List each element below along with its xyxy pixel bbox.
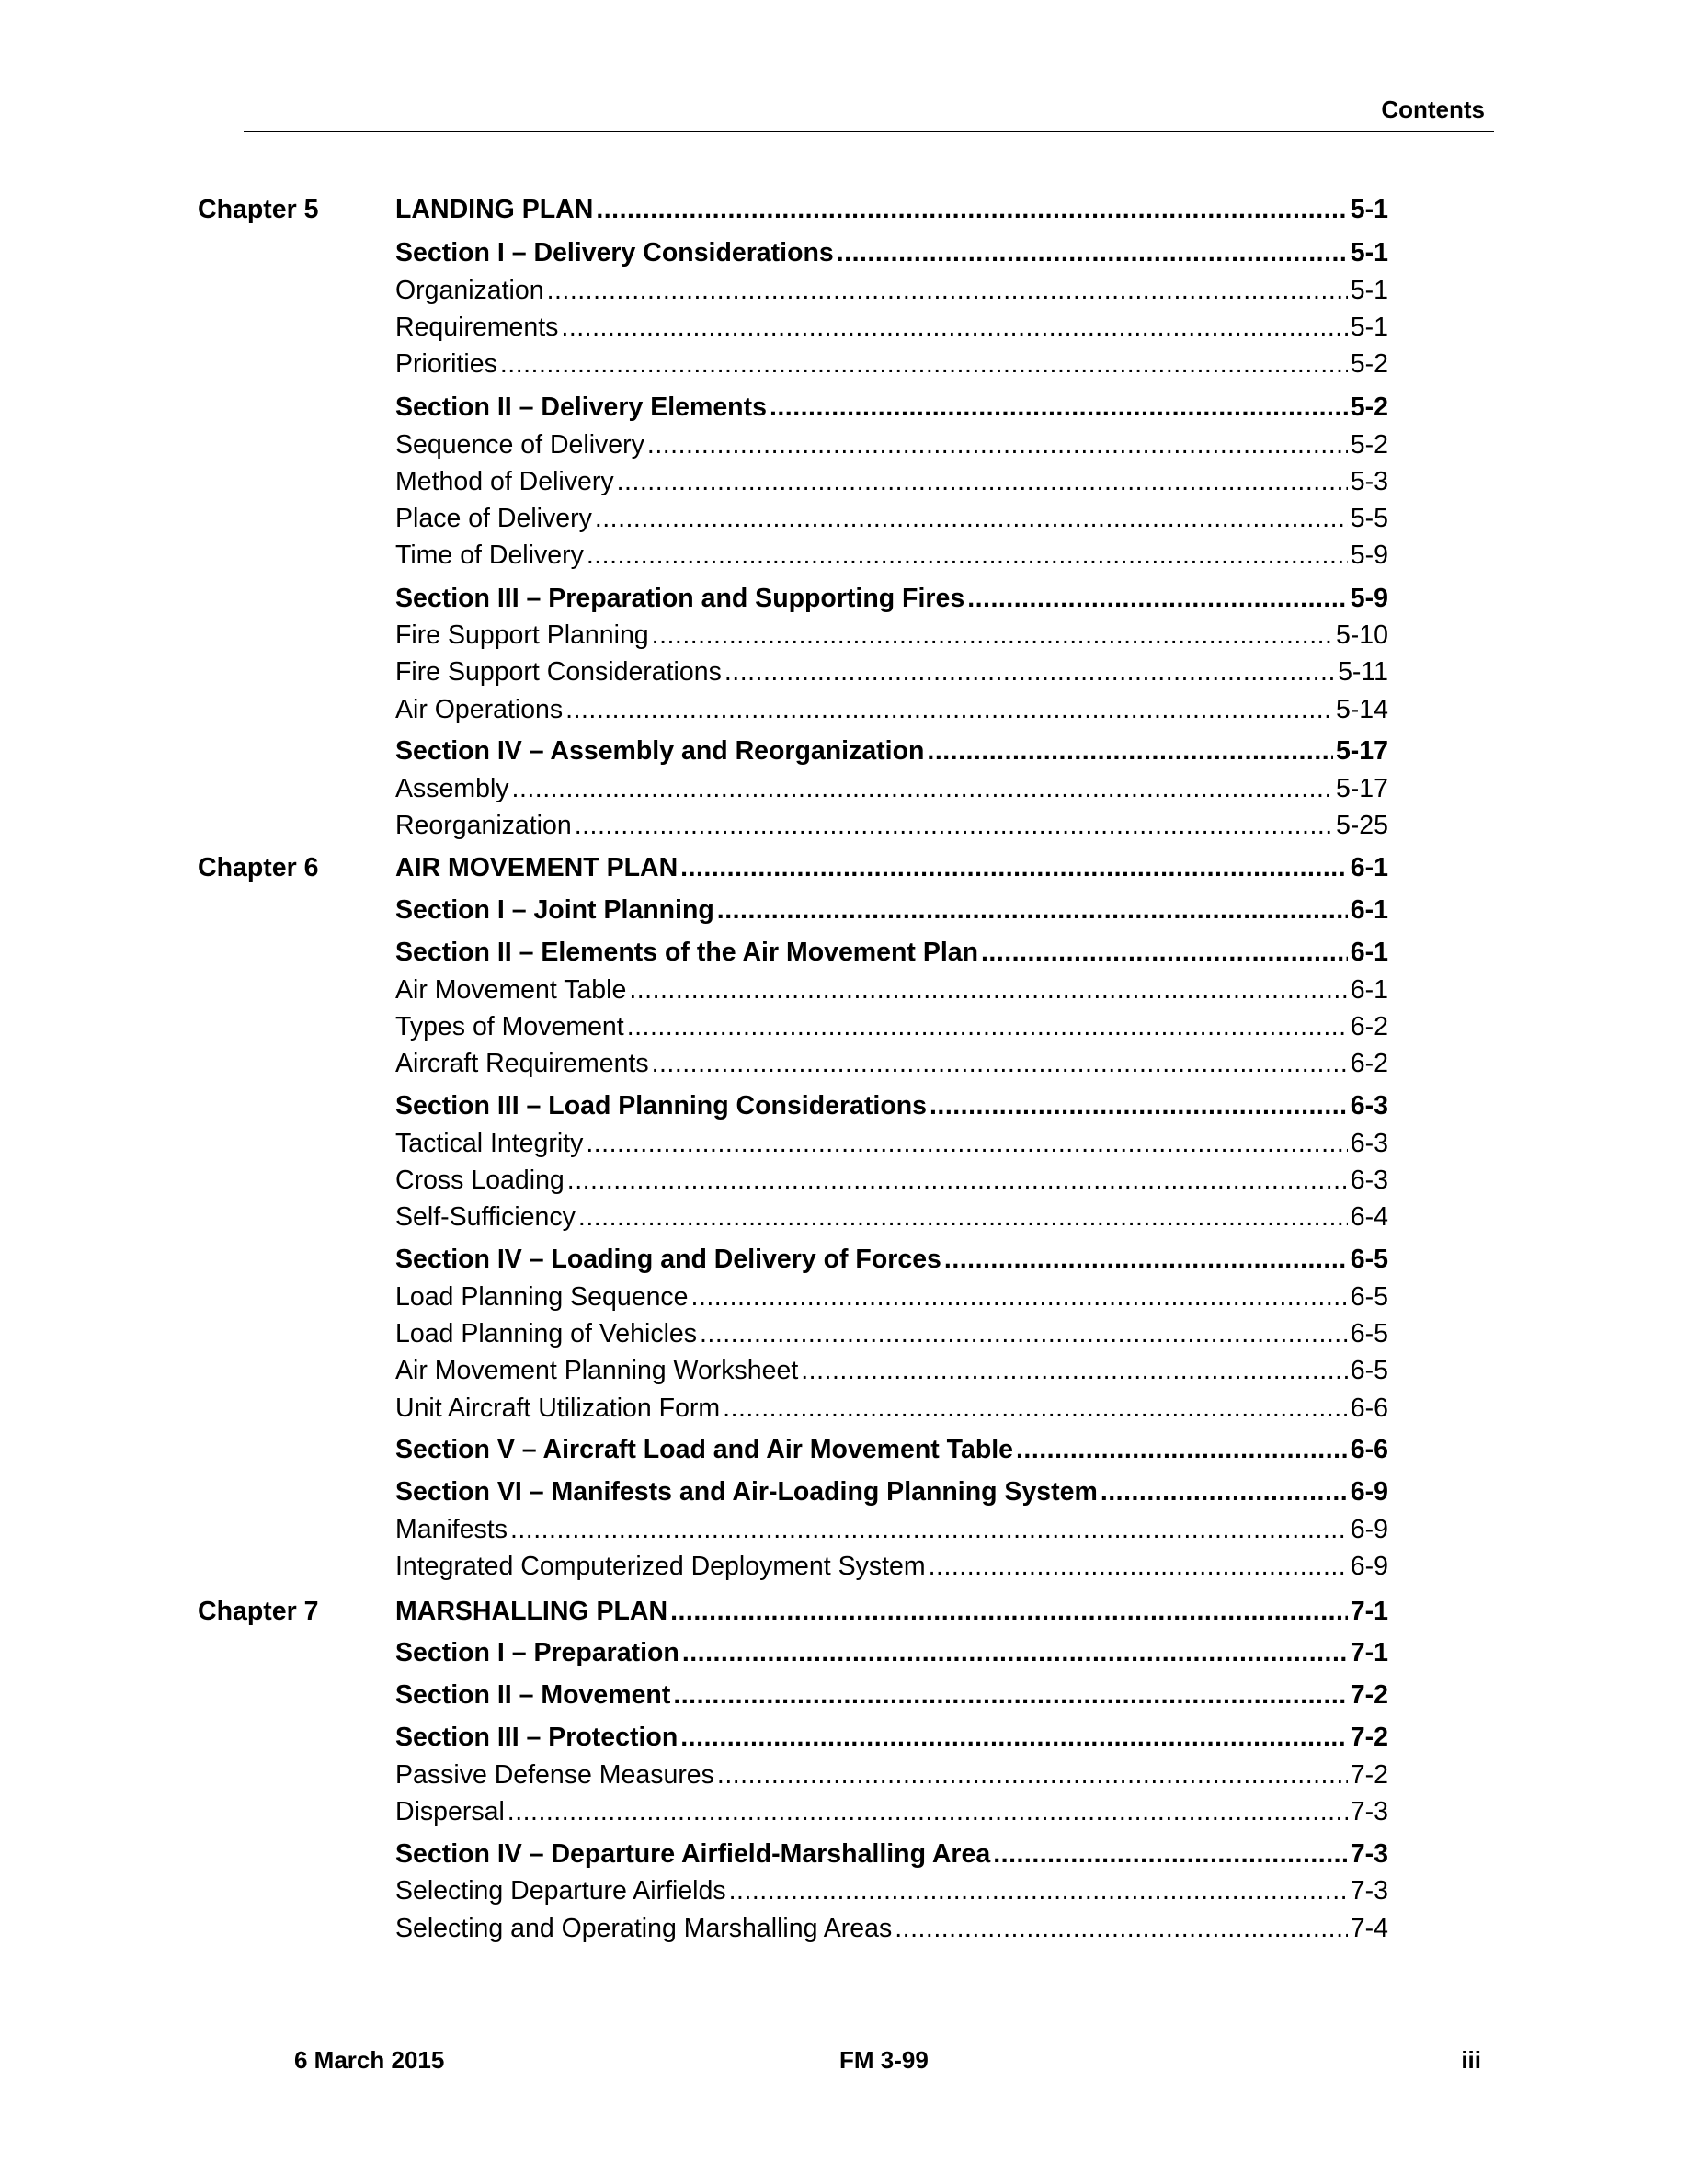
toc-entry-page: 5-9 [1350,584,1388,613]
toc-entry-page: 5-2 [1350,392,1388,422]
toc-entry-title: Section III – Preparation and Supporting Fires [395,584,965,613]
dot-leader [647,427,1348,463]
dot-leader [801,1352,1348,1389]
dot-leader [929,1548,1348,1585]
toc-entry-title: Section VI – Manifests and Air-Loading Planning System [395,1477,1098,1507]
toc-entry[interactable] [395,1045,1388,1082]
dot-leader [680,849,1348,886]
toc-entry-page: 6-1 [1350,975,1388,1005]
toc-entry-title: Types of Movement [395,1012,624,1041]
toc-entry-title: LANDING PLAN [395,195,594,224]
toc-entry-title: Air Movement Planning Worksheet [395,1356,799,1385]
toc-entry[interactable] [395,1315,1388,1352]
toc-entry-page: 6-2 [1350,1049,1388,1078]
footer-date: 6 March 2015 [294,2046,445,2074]
toc-entry-title: Passive Defense Measures [395,1760,714,1790]
toc-entry[interactable] [395,1352,1388,1389]
chapter-label: Chapter 7 [198,1597,319,1626]
toc-entry-title: Selecting and Operating Marshalling Areas [395,1914,893,1943]
toc-entry-page: 5-3 [1350,467,1388,496]
dot-leader [547,272,1348,309]
footer-page-number: iii [1461,2046,1481,2074]
dot-leader [652,617,1333,654]
toc-entry[interactable] [395,309,1388,346]
dot-leader [617,463,1348,500]
toc-entry[interactable] [395,1125,1388,1162]
toc-entry-page: 6-3 [1350,1129,1388,1158]
toc-entry-title: Air Operations [395,695,564,724]
footer-document-id: FM 3-99 [839,2046,929,2074]
toc-entry-title: Section IV – Departure Airfield-Marshalling Area [395,1839,991,1869]
toc-heading-entry[interactable] [395,1593,1388,1630]
toc-heading-entry[interactable] [395,733,1388,769]
toc-entry-page: 6-5 [1350,1282,1388,1312]
toc-entry[interactable] [395,691,1388,728]
toc-entry-page: 7-3 [1350,1797,1388,1826]
toc-heading-entry[interactable] [395,892,1388,928]
toc-heading-entry[interactable] [395,1431,1388,1468]
toc-entry-title: Organization [395,276,544,305]
toc-heading-entry[interactable] [395,1473,1388,1510]
toc-entry-page: 6-1 [1350,895,1388,925]
toc-entry-title: Section II – Movement [395,1680,671,1710]
toc-entry[interactable] [395,427,1388,463]
toc-entry-title: Air Movement Table [395,975,627,1005]
toc-heading-entry[interactable] [395,1677,1388,1713]
toc-entry-title: MARSHALLING PLAN [395,1597,668,1626]
toc-entry-page: 5-17 [1335,774,1388,803]
dot-leader [561,309,1347,346]
toc-entry-title: Aircraft Requirements [395,1049,649,1078]
toc-entry[interactable] [395,1757,1388,1793]
toc-entry-title: Section IV – Assembly and Reorganization [395,736,925,766]
dot-leader [587,537,1348,574]
dot-leader [770,389,1348,426]
toc-heading-entry[interactable] [395,1719,1388,1756]
toc-entry-page: 6-9 [1350,1477,1388,1507]
toc-heading-entry[interactable] [395,389,1388,426]
toc-heading-entry[interactable] [395,580,1388,617]
dot-leader [729,1872,1348,1909]
toc-entry-title: Integrated Computerized Deployment System [395,1552,926,1581]
toc-entry[interactable] [395,1793,1388,1830]
header-label: Contents [1381,96,1485,123]
toc-entry[interactable] [395,1910,1388,1947]
chapter-label: Chapter 6 [198,853,319,882]
toc-heading-entry[interactable] [395,934,1388,971]
dot-leader [565,691,1333,728]
toc-entry-title: Section IV – Loading and Delivery of Forces [395,1245,941,1274]
toc-entry-page: 6-9 [1350,1552,1388,1581]
toc-entry[interactable] [395,617,1388,654]
dot-leader [993,1836,1348,1872]
toc-entry[interactable] [395,1162,1388,1199]
toc-entry-page: 5-25 [1335,811,1388,840]
toc-entry[interactable] [395,1548,1388,1585]
toc-entry-title: AIR MOVEMENT PLAN [395,853,679,882]
toc-entry[interactable] [395,272,1388,309]
toc-heading-entry[interactable] [395,234,1388,271]
toc-entry-title: Section III – Protection [395,1723,679,1752]
toc-entry-page: 5-5 [1350,504,1388,533]
dot-leader [673,1677,1347,1713]
chapter-label: Chapter 5 [198,195,319,224]
toc-heading-entry[interactable] [395,1634,1388,1671]
dot-leader [981,934,1348,971]
dot-leader [629,972,1347,1008]
dot-leader [512,770,1333,807]
toc-entry-title: Priorities [395,349,497,379]
toc-entry-title: Load Planning of Vehicles [395,1319,698,1348]
toc-entry[interactable] [395,972,1388,1008]
toc-entry[interactable] [395,654,1388,690]
toc-entry-page: 5-11 [1338,657,1388,687]
dot-leader [575,807,1333,844]
toc-heading-entry[interactable] [395,191,1388,228]
dot-leader [652,1045,1348,1082]
dot-leader [717,1757,1348,1793]
toc-entry[interactable] [395,1511,1388,1548]
toc-entry-title: Place of Delivery [395,504,592,533]
dot-leader [691,1279,1348,1315]
dot-leader [586,1125,1347,1162]
toc-entry[interactable] [395,1872,1388,1909]
toc-entry-title: Manifests [395,1515,508,1544]
toc-entry-title: Section I – Preparation [395,1638,679,1667]
dot-leader [717,892,1348,928]
toc-entry-page: 6-6 [1350,1393,1388,1423]
toc-entry-page: 7-4 [1350,1914,1388,1943]
toc-entry-title: Requirements [395,313,559,342]
toc-entry-page: 5-10 [1335,620,1388,650]
toc-entry-page: 5-1 [1350,195,1388,224]
toc-entry-page: 6-3 [1350,1091,1388,1120]
toc-entry-title: Section I – Joint Planning [395,895,714,925]
toc-entry[interactable] [395,770,1388,807]
toc-entry-page: 7-3 [1350,1839,1388,1869]
toc-entry[interactable] [395,1199,1388,1235]
dot-leader [578,1199,1348,1235]
dot-leader [724,654,1335,690]
toc-entry-page: 6-6 [1350,1435,1388,1464]
toc-entry-page: 5-17 [1335,736,1388,766]
toc-entry-page: 7-3 [1350,1876,1388,1905]
toc-entry[interactable] [395,1390,1388,1427]
toc-entry[interactable] [395,1008,1388,1045]
toc-entry-page: 7-2 [1350,1723,1388,1752]
toc-entry-title: Load Planning Sequence [395,1282,689,1312]
dot-leader [930,1087,1348,1124]
dot-leader [596,191,1347,228]
toc-entry-title: Section III – Load Planning Considerations [395,1091,927,1120]
dot-leader [508,1793,1348,1830]
toc-entry-page: 6-2 [1350,1012,1388,1041]
toc-entry-title: Fire Support Planning [395,620,649,650]
toc-entry-page: 5-1 [1350,238,1388,267]
toc-entry-page: 5-2 [1350,349,1388,379]
dot-leader [510,1511,1348,1548]
toc-entry-page: 6-3 [1350,1166,1388,1195]
toc-entry-title: Self-Sufficiency [395,1202,576,1232]
toc-entry-title: Section V – Aircraft Load and Air Movement Table [395,1435,1013,1464]
toc-entry-title: Method of Delivery [395,467,614,496]
dot-leader [895,1910,1348,1947]
toc-entry-title: Section I – Delivery Considerations [395,238,834,267]
toc-entry-title: Time of Delivery [395,540,584,570]
toc-entry-page: 6-4 [1350,1202,1388,1232]
toc-entry-title: Section II – Delivery Elements [395,392,767,422]
dot-leader [1101,1473,1348,1510]
dot-leader [1016,1431,1348,1468]
toc-entry-page: 6-5 [1350,1245,1388,1274]
toc-entry-page: 6-5 [1350,1319,1388,1348]
toc-entry-page: 6-1 [1350,853,1388,882]
dot-leader [723,1390,1348,1427]
dot-leader [680,1719,1348,1756]
toc-entry[interactable] [395,807,1388,844]
toc-entry-page: 6-1 [1350,938,1388,967]
toc-entry-title: Reorganization [395,811,572,840]
toc-entry[interactable] [395,346,1388,382]
toc-entry-title: Sequence of Delivery [395,430,644,460]
dot-leader [944,1241,1348,1278]
toc-entry-page: 6-9 [1350,1515,1388,1544]
toc-entry-page: 7-2 [1350,1760,1388,1790]
toc-entry[interactable] [395,463,1388,500]
toc-entry-title: Cross Loading [395,1166,565,1195]
dot-leader [837,234,1348,271]
toc-entry-page: 5-1 [1350,276,1388,305]
toc-entry-page: 5-2 [1350,430,1388,460]
dot-leader [595,500,1348,537]
dot-leader [700,1315,1348,1352]
toc-entry-page: 7-1 [1350,1638,1388,1667]
toc-entry-page: 5-1 [1350,313,1388,342]
toc-entry-page: 5-9 [1350,540,1388,570]
toc-heading-entry[interactable] [395,1087,1388,1124]
toc-entry-title: Assembly [395,774,509,803]
toc-entry-page: 5-14 [1335,695,1388,724]
dot-leader [682,1634,1348,1671]
toc-heading-entry[interactable] [395,1836,1388,1872]
toc-entry-page: 6-5 [1350,1356,1388,1385]
toc-entry[interactable] [395,500,1388,537]
toc-entry[interactable] [395,537,1388,574]
toc-entry-title: Selecting Departure Airfields [395,1876,726,1905]
dot-leader [670,1593,1348,1630]
toc-heading-entry[interactable] [395,849,1388,886]
toc-entry[interactable] [395,1279,1388,1315]
toc-entry-title: Tactical Integrity [395,1129,584,1158]
toc-heading-entry[interactable] [395,1241,1388,1278]
toc-entry-title: Unit Aircraft Utilization Form [395,1393,721,1423]
toc-entry-title: Dispersal [395,1797,505,1826]
dot-leader [627,1008,1348,1045]
toc-entry-page: 7-1 [1350,1597,1388,1626]
toc-entry-page: 7-2 [1350,1680,1388,1710]
dot-leader [927,733,1333,769]
dot-leader [500,346,1348,382]
toc-entry-title: Fire Support Considerations [395,657,722,687]
dot-leader [567,1162,1348,1199]
toc-entry-title: Section II – Elements of the Air Movement Plan [395,938,978,967]
dot-leader [967,580,1348,617]
